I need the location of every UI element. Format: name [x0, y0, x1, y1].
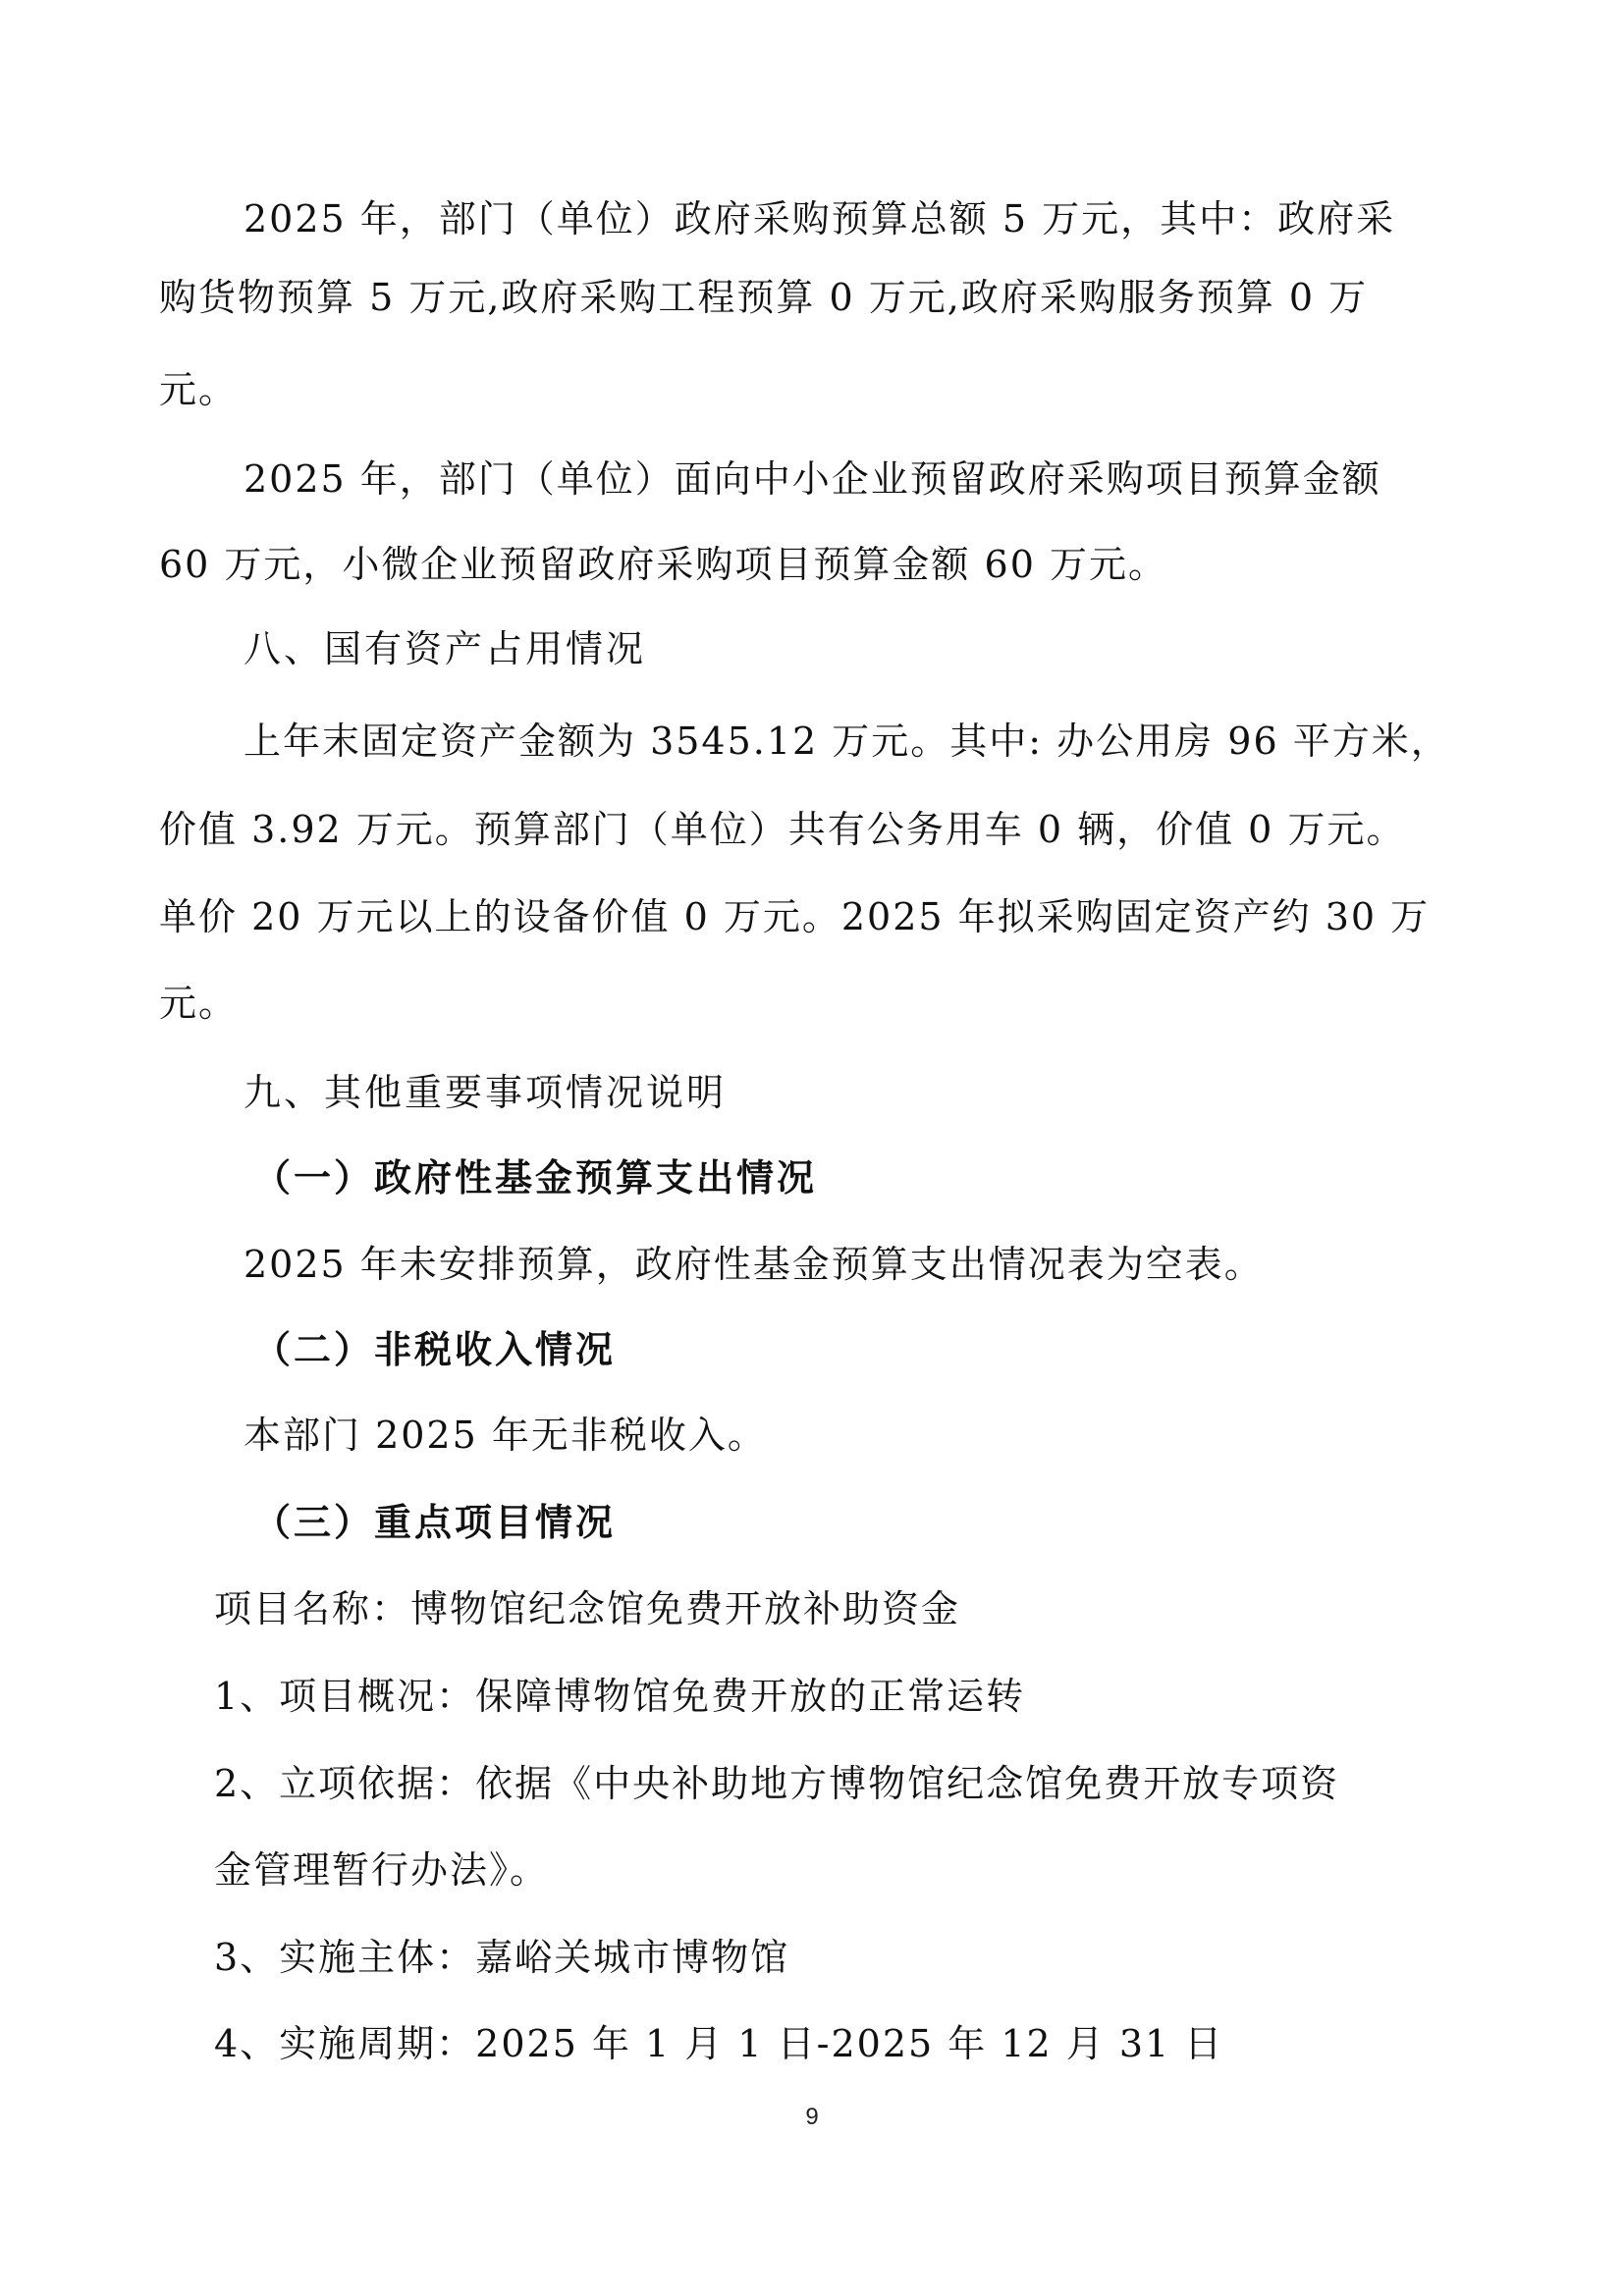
project-name: 项目名称：博物馆纪念馆免费开放补助资金 — [214, 1587, 961, 1630]
subsection-heading: （三）重点项目情况 — [253, 1501, 617, 1544]
paragraph-line: 60 万元，小微企业预留政府采购项目预算金额 60 万元。 — [159, 543, 1167, 586]
subsection-heading: （一）政府性基金预算支出情况 — [253, 1156, 818, 1200]
list-item: 1、项目概况：保障博物馆免费开放的正常运转 — [214, 1675, 1026, 1718]
paragraph-line: 2025 年未安排预算，政府性基金预算支出情况表为空表。 — [244, 1243, 1264, 1286]
paragraph-line: 上年末固定资产金额为 3545.12 万元。其中: 办公用房 96 平方米， — [244, 720, 1450, 763]
paragraph-line: 2025 年，部门（单位）面向中小企业预留政府采购项目预算金额 — [244, 457, 1381, 501]
paragraph-line: 2025 年，部门（单位）政府采购预算总额 5 万元，其中：政府采 — [244, 197, 1396, 240]
paragraph-line: 单价 20 万元以上的设备价值 0 万元。2025 年拟采购固定资产约 30 万 — [159, 895, 1431, 938]
subsection-heading: （二）非税收入情况 — [253, 1328, 617, 1371]
paragraph-line: 价值 3.92 万元。预算部门（单位）共有公务用车 0 辆，价值 0 万元。 — [159, 808, 1406, 851]
paragraph-line: 本部门 2025 年无非税收入。 — [244, 1414, 767, 1457]
list-item: 3、实施主体：嘉峪关城市博物馆 — [214, 1936, 790, 1979]
list-item: 2、立项依据：依据《中央补助地方博物馆纪念馆免费开放专项资 — [214, 1762, 1340, 1805]
section-heading: 九、其他重要事项情况说明 — [244, 1071, 728, 1114]
paragraph-line: 元。 — [159, 368, 239, 411]
list-item: 金管理暂行办法》。 — [214, 1848, 550, 1892]
section-heading: 八、国有资产占用情况 — [244, 627, 647, 670]
list-item: 4、实施周期：2025 年 1 月 1 日-2025 年 12 月 31 日 — [214, 2022, 1224, 2065]
page-number: 9 — [805, 2104, 819, 2130]
paragraph-line: 购货物预算 5 万元,政府采购工程预算 0 万元,政府采购服务预算 0 万 — [159, 276, 1369, 319]
paragraph-line: 元。 — [159, 982, 239, 1025]
